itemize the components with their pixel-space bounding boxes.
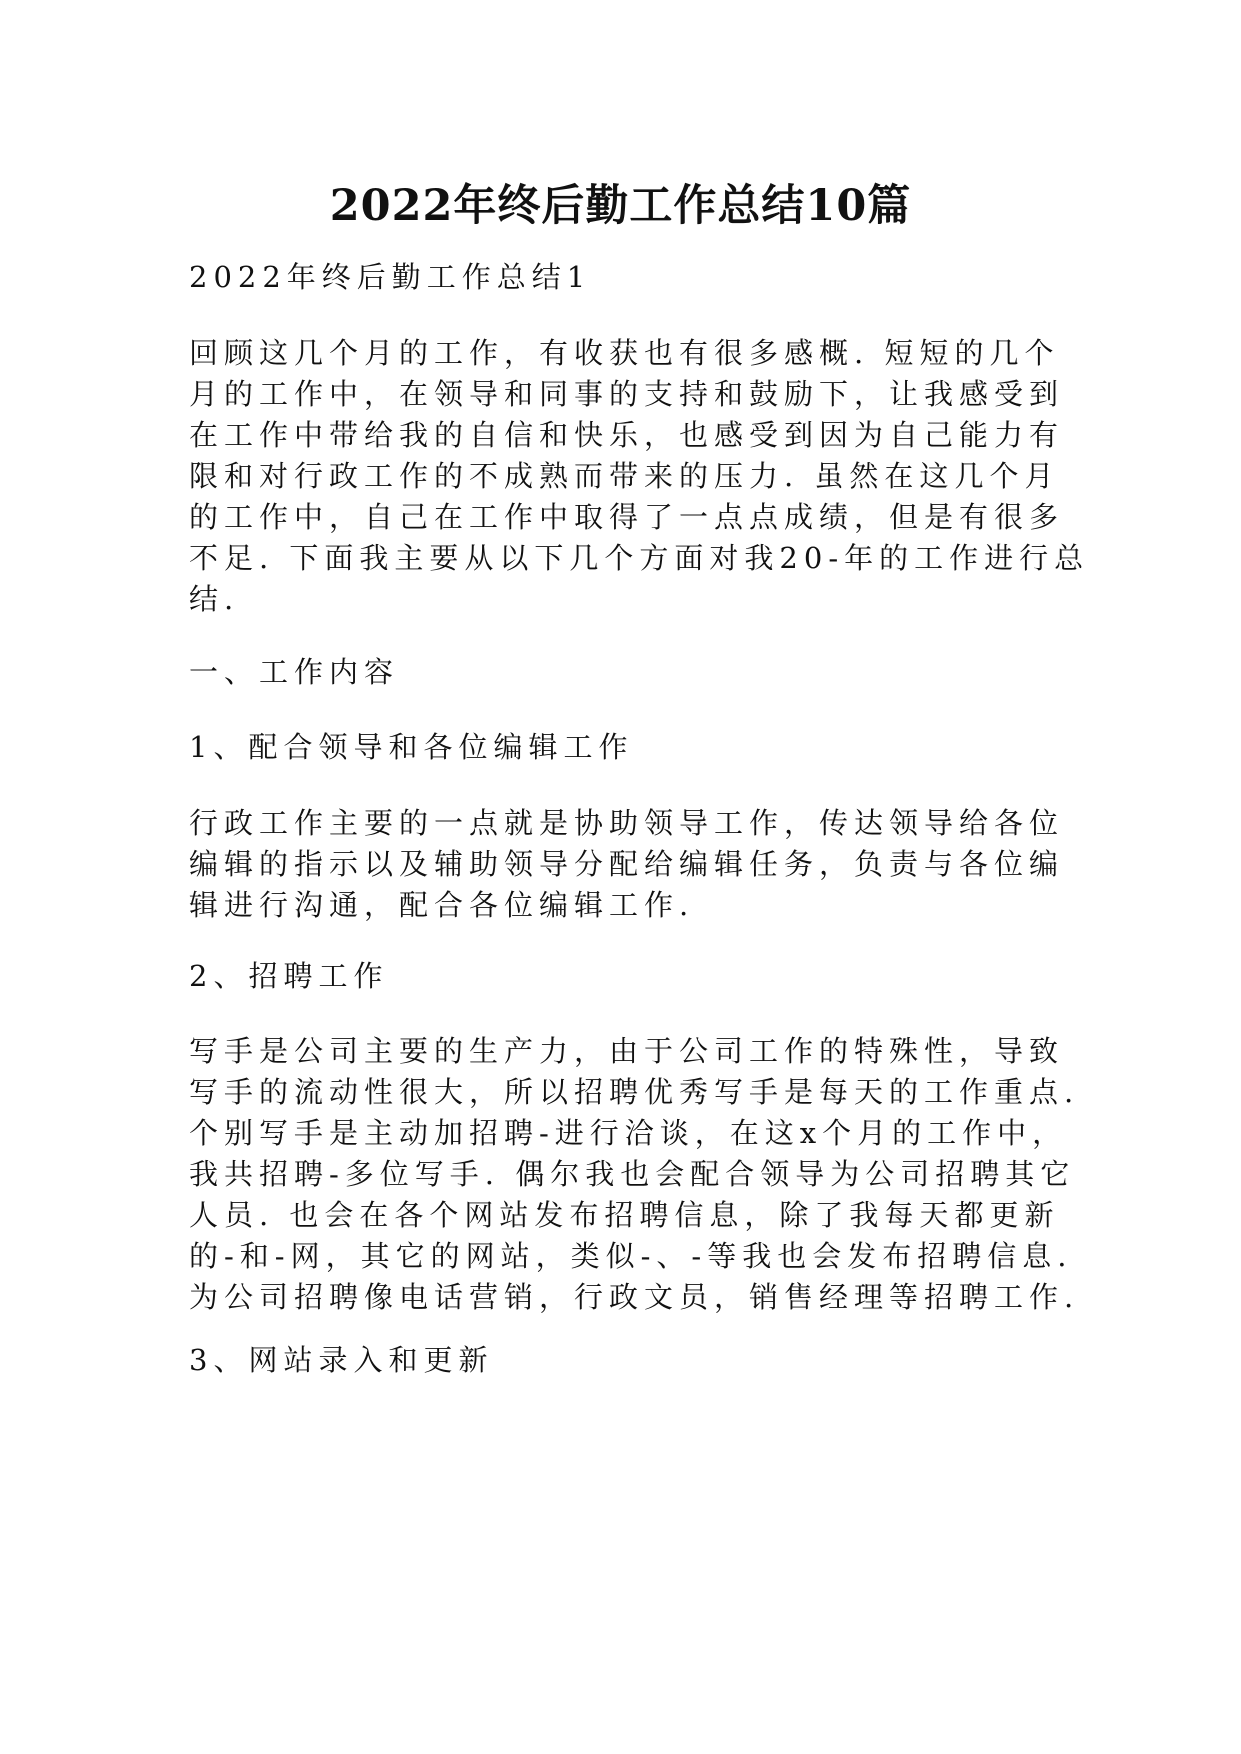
item1-line: 辑进行沟通，配合各位编辑工作. bbox=[189, 888, 695, 922]
intro-line: 回顾这几个月的工作，有收获也有很多感概. 短短的几个 bbox=[189, 336, 1060, 370]
item2-heading: 2、招聘工作 bbox=[189, 959, 389, 993]
intro-line: 在工作中带给我的自信和快乐，也感受到因为自己能力有 bbox=[189, 418, 1065, 452]
item1-paragraph bbox=[189, 803, 1069, 926]
item2-line: 为公司招聘像电话营销，行政文员，销售经理等招聘工作. bbox=[189, 1280, 1080, 1314]
item2-line: 写手的流动性很大，所以招聘优秀写手是每天的工作重点. bbox=[189, 1075, 1080, 1109]
document-title: 2022年终后勤工作总结10篇 bbox=[329, 181, 912, 231]
intro-line: 月的工作中，在领导和同事的支持和鼓励下，让我感受到 bbox=[189, 377, 1065, 411]
intro-line: 的工作中，自己在工作中取得了一点点成绩，但是有很多 bbox=[189, 500, 1065, 534]
item2-line: 的-和-网，其它的网站，类似-、-等我也会发布招聘信息. bbox=[189, 1239, 1073, 1273]
item2-paragraph bbox=[189, 1031, 1080, 1318]
intro-line: 限和对行政工作的不成熟而带来的压力. 虽然在这几个月 bbox=[189, 459, 1060, 493]
item1-line: 编辑的指示以及辅助领导分配给编辑任务，负责与各位编 bbox=[189, 847, 1065, 881]
item2-line: 个别写手是主动加招聘-进行洽谈，在这x个月的工作中， bbox=[189, 1116, 1068, 1150]
intro-paragraph bbox=[189, 333, 1090, 620]
item1-line: 行政工作主要的一点就是协助领导工作，传达领导给各位 bbox=[189, 806, 1065, 840]
item1-heading: 1、配合领导和各位编辑工作 bbox=[189, 730, 634, 764]
intro-line: 结. bbox=[189, 582, 240, 616]
item2-line: 我共招聘-多位写手. 偶尔我也会配合领导为公司招聘其它 bbox=[189, 1157, 1076, 1191]
document-subtitle: 2022年终后勤工作总结1 bbox=[189, 260, 592, 294]
item2-line: 人员. 也会在各个网站发布招聘信息，除了我每天都更新 bbox=[189, 1198, 1060, 1232]
item3-heading: 3、网站录入和更新 bbox=[189, 1343, 494, 1377]
section-heading: 一、工作内容 bbox=[189, 655, 400, 689]
intro-line: 不足. 下面我主要从以下几个方面对我20-年的工作进行总 bbox=[189, 541, 1090, 575]
item2-line: 写手是公司主要的生产力，由于公司工作的特殊性，导致 bbox=[189, 1034, 1065, 1068]
